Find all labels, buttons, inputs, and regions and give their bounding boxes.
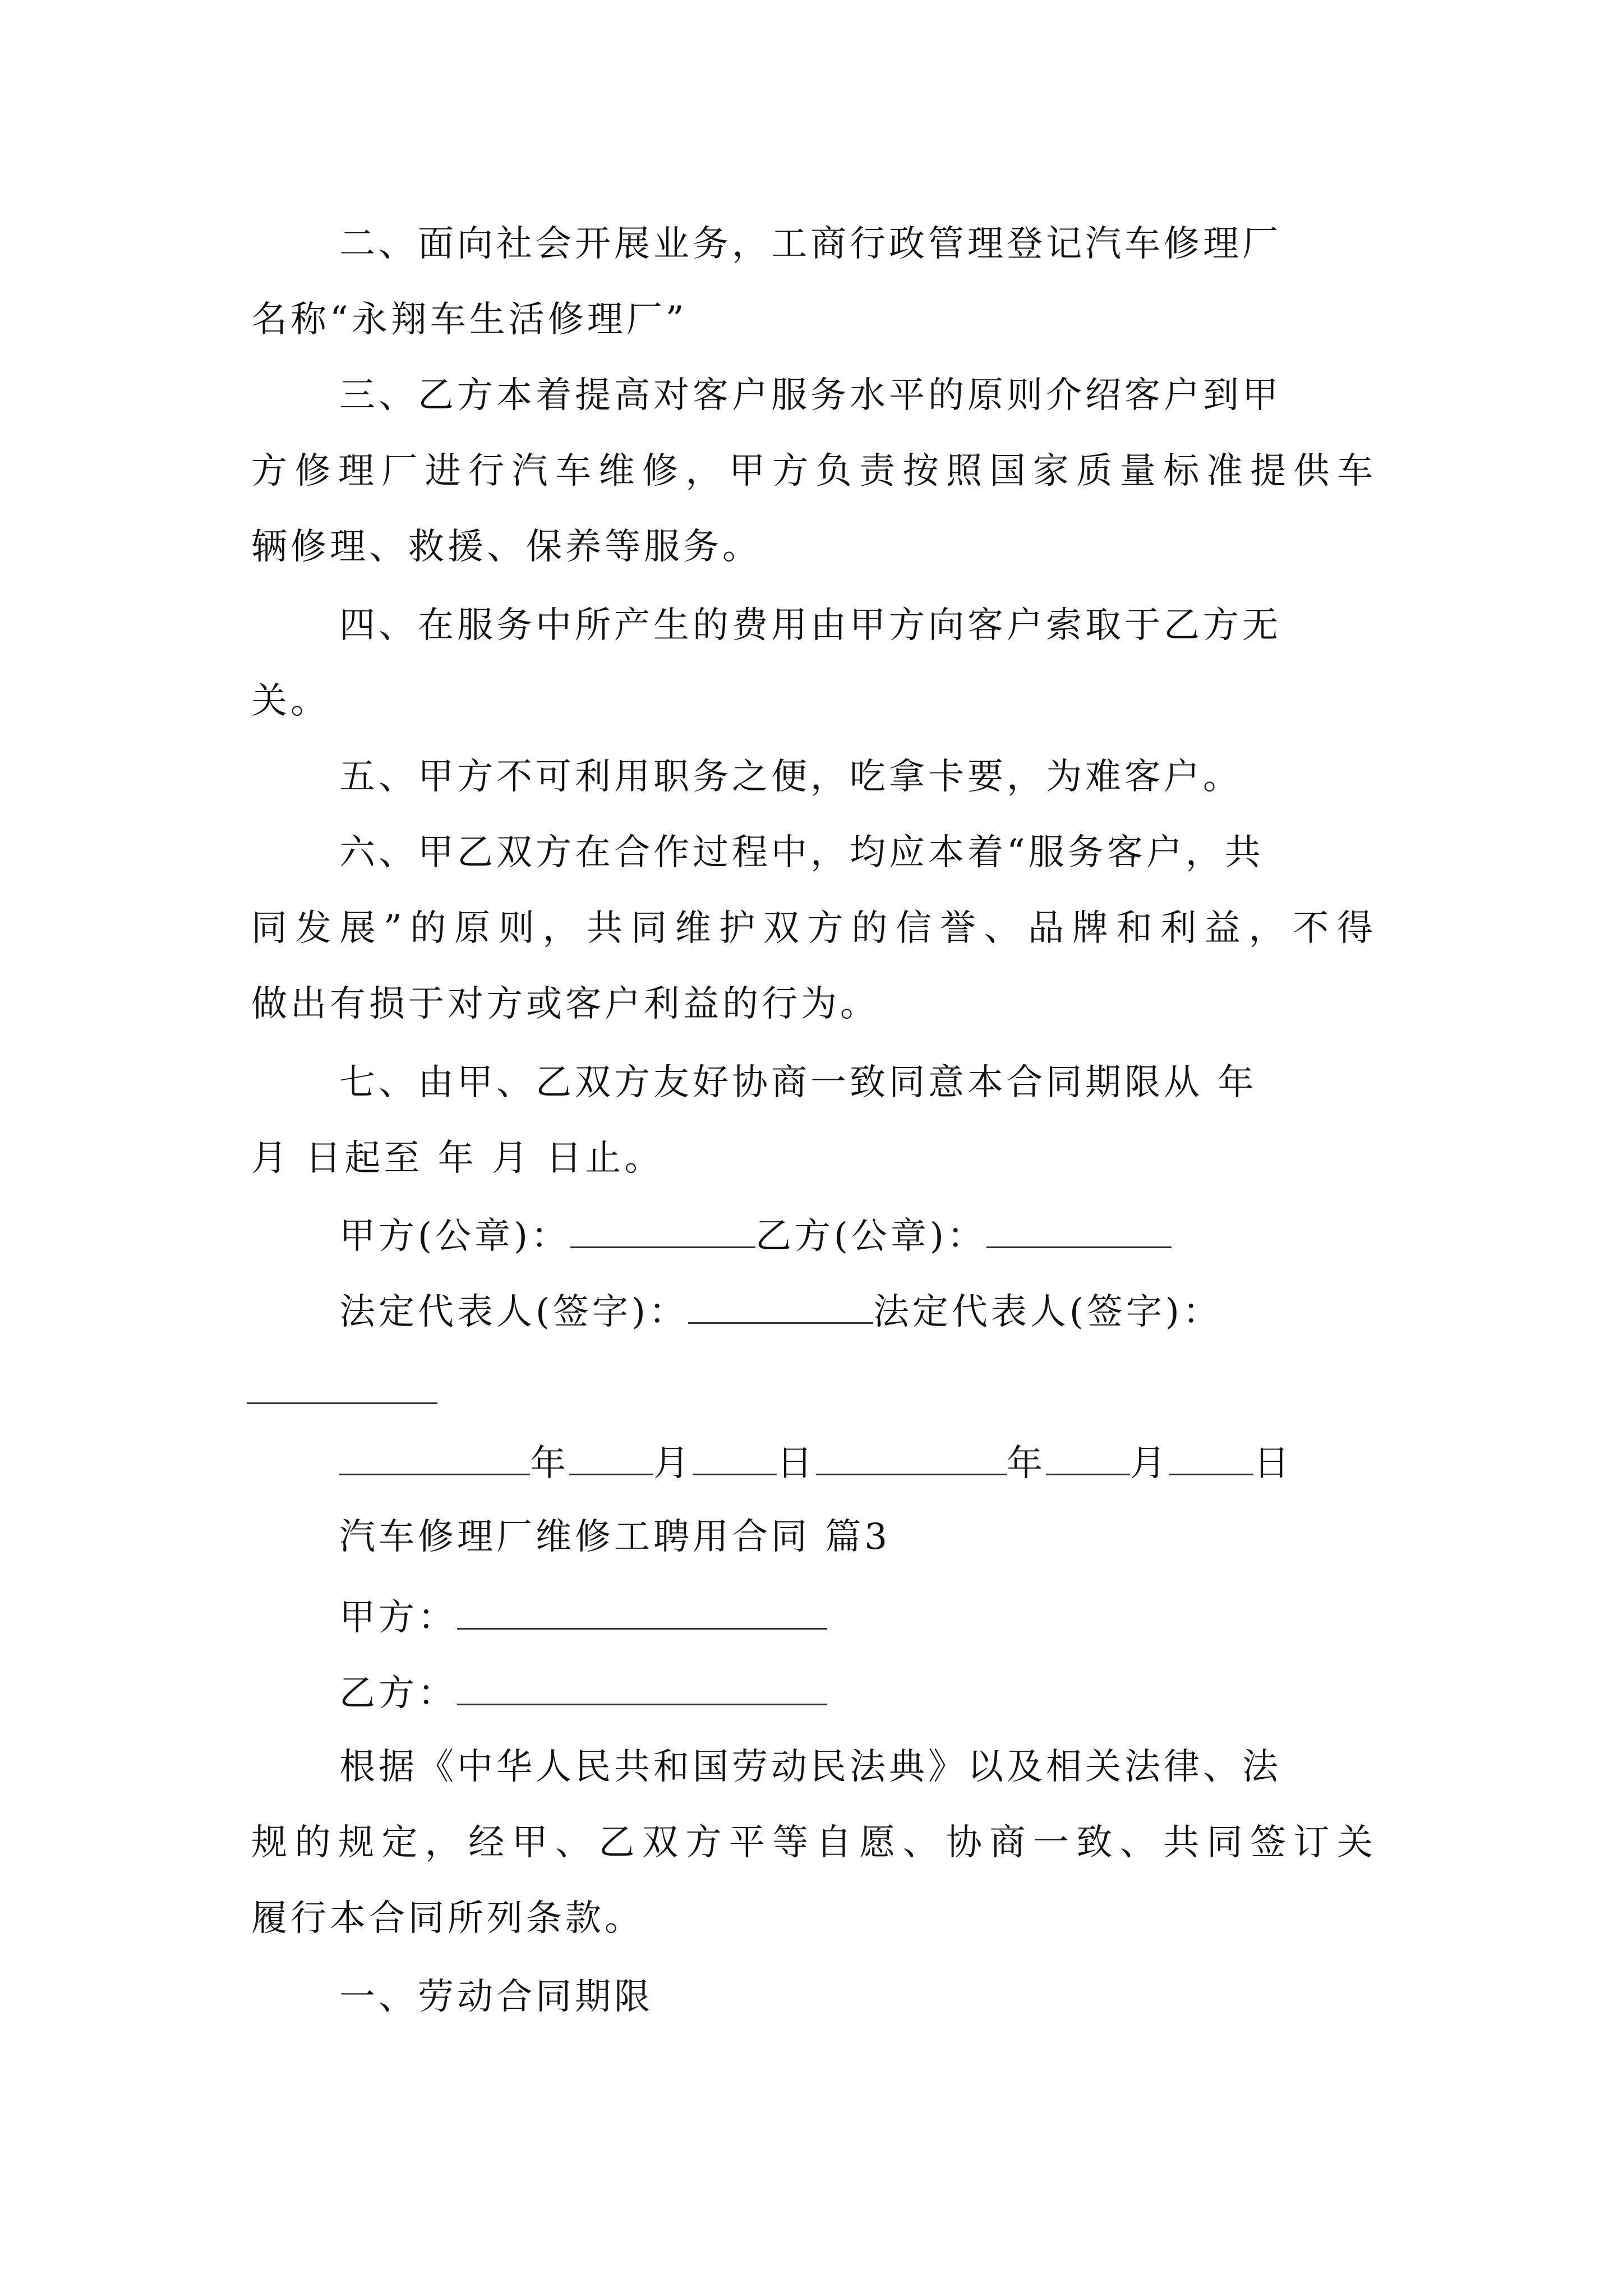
party-b-year-blank[interactable]	[816, 1439, 1007, 1475]
date-line	[339, 1439, 1293, 1486]
party-a-month-blank[interactable]	[569, 1439, 653, 1475]
clause-3-line-1: 三、乙方本着提高对客户服务水平的原则介绍客户到甲	[339, 375, 1281, 416]
clause-2-line-1: 二、面向社会开展业务，工商行政管理登记汽车修理厂	[339, 223, 1281, 265]
clause-4-line-2: 关。	[251, 680, 330, 722]
clause-3-line-2: 方修理厂进行汽车维修，甲方负责按照国家质量标准提供车	[251, 450, 1373, 492]
party-a-year-label: 年	[530, 1443, 569, 1484]
party-a-seal-label: 甲方(公章)：	[339, 1216, 570, 1257]
party-a-day-blank[interactable]	[693, 1439, 777, 1475]
intro-line-1: 根据《中华人民共和国劳动民法典》以及相关法律、法	[339, 1746, 1281, 1788]
party-a-day-label: 日	[777, 1443, 816, 1484]
clause-6-line-1: 六、甲乙双方在合作过程中，均应本着“服务客户，共	[339, 832, 1264, 873]
party-b-year-label: 年	[1007, 1443, 1046, 1484]
party-a-blank[interactable]	[457, 1593, 827, 1630]
party-a-rep-blank[interactable]	[688, 1287, 873, 1324]
section-title: 汽车修理厂维修工聘用合同 篇3	[339, 1516, 891, 1558]
clause-5-line-1: 五、甲方不可利用职务之便，吃拿卡要，为难客户。	[339, 756, 1242, 798]
clause-4-line-1: 四、在服务中所产生的费用由甲方向客户索取于乙方无	[339, 605, 1281, 646]
party-b-rep-label: 法定代表人(签字)：	[873, 1291, 1222, 1333]
party-b-rep-blank[interactable]	[247, 1402, 437, 1404]
party-b-label: 乙方：	[339, 1673, 457, 1714]
clause-3-line-3: 辆修理、救援、保养等服务。	[251, 526, 762, 568]
party-b-day-label: 日	[1253, 1443, 1293, 1484]
party-a-label: 甲方：	[339, 1597, 457, 1639]
clause-6-line-3: 做出有损于对方或客户利益的行为。	[251, 983, 879, 1025]
party-b-seal-blank[interactable]	[986, 1212, 1172, 1248]
party-a-rep-label: 法定代表人(签字)：	[339, 1291, 688, 1333]
party-a-seal-blank[interactable]	[570, 1212, 755, 1248]
party-b-blank[interactable]	[457, 1669, 827, 1705]
intro-line-3: 履行本合同所列条款。	[251, 1898, 644, 1939]
party-a-month-label: 月	[653, 1443, 693, 1484]
clause-7-line-2: 月 日起至 年 月 日止。	[251, 1138, 664, 1179]
party-b-month-blank[interactable]	[1046, 1439, 1130, 1475]
intro-line-2: 规的规定，经甲、乙双方平等自愿、协商一致、共同签订关	[251, 1822, 1373, 1864]
party-b-day-blank[interactable]	[1169, 1439, 1253, 1475]
clause-7-line-1: 七、由甲、乙双方友好协商一致同意本合同期限从 年	[339, 1062, 1257, 1103]
rep-signature-line	[339, 1287, 1222, 1335]
party-a-line	[339, 1593, 827, 1640]
party-b-month-label: 月	[1130, 1443, 1169, 1484]
clause-2-line-2: 名称“永翔车生活修理厂”	[251, 299, 688, 341]
party-a-year-blank[interactable]	[339, 1439, 530, 1475]
clause-one-heading: 一、劳动合同期限	[339, 1976, 653, 2018]
party-b-line	[339, 1669, 827, 1716]
party-b-seal-label: 乙方(公章)：	[755, 1216, 986, 1257]
seal-signature-line	[339, 1212, 1172, 1259]
clause-6-line-2: 同发展”的原则，共同维护双方的信誉、品牌和利益，不得	[251, 908, 1373, 949]
